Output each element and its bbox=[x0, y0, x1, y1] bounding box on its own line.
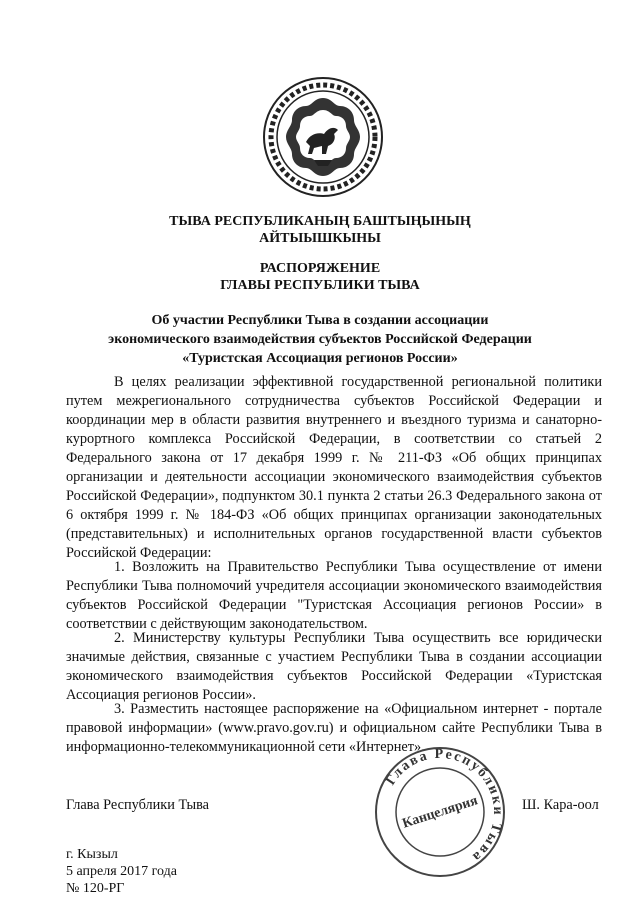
header-title bbox=[60, 213, 580, 247]
intro-paragraph: В целях реализации эффективной государственной региональной политики путем межрегионального сотрудничества субъектов Российской Федерации и координации мер в области развития внутреннего и въездного туризма и санаторно-курортного комплекса Российской Федерации, в соответствии со статьей 2 Федерального закона от 17 декабря 1999 г. № 211-ФЗ «Об общих принципах организации и деятельности ассоциации экономического взаимодействия субъектов Российской Федерации», подпунктом 30.1 пункта 2 статьи 26.3 Федерального закона от 6 октября 1999 г. № 184-ФЗ «Об общих принципах организации законодательных (представительных) и исполнительных органов государственной власти субъектов Российской Федерации: bbox=[66, 374, 602, 561]
stamp-center-text: Канцелярия bbox=[400, 793, 480, 832]
header-line-2: АЙТЫЫШКЫНЫ bbox=[259, 231, 381, 246]
document-type bbox=[60, 260, 580, 294]
tuva-emblem-icon bbox=[262, 76, 384, 198]
document-subject bbox=[60, 311, 580, 368]
signatory-position: Глава Республики Тыва bbox=[66, 797, 209, 813]
signatory-name: Ш. Кара-оол bbox=[522, 797, 599, 813]
header-line-3: РАСПОРЯЖЕНИЕ bbox=[259, 261, 381, 276]
footer-city: г. Кызыл bbox=[66, 847, 118, 862]
official-stamp bbox=[372, 744, 508, 880]
item-3-paragraph: 3. Разместить настоящее распоряжение на «Официальном интернет - портале правовой информации» (www.pravo.gov.ru) и официальном сайте Республики Тыва в информационно-телекоммуникационной сети «Интернет». bbox=[66, 701, 602, 755]
stamp-ring-text: Глава Республики Тыва bbox=[383, 746, 506, 866]
footer-number: № 120-РГ bbox=[66, 881, 125, 896]
subject-line-1: Об участии Республики Тыва в создании ассоциации bbox=[151, 313, 489, 328]
footer-date: 5 апреля 2017 года bbox=[66, 864, 177, 879]
header-line-4: ГЛАВЫ РЕСПУБЛИКИ ТЫВА bbox=[220, 278, 420, 293]
subject-line-2: экономического взаимодействия субъектов Российской Федерации bbox=[108, 332, 532, 347]
item-1-paragraph: 1. Возложить на Правительство Республики Тыва осуществление от имени Республики Тыва полномочий учредителя ассоциации экономического взаимодействия субъектов Российской Федерации "Туристская Ассоциация регионов России» в соответствии с действующим законодательством. bbox=[66, 559, 602, 632]
subject-line-3: «Туристская Ассоциация регионов России» bbox=[182, 351, 458, 366]
header-line-1: ТЫВА РЕСПУБЛИКАНЫҢ БАШТЫҢЫНЫҢ bbox=[169, 214, 471, 229]
item-2-paragraph: 2. Министерству культуры Республики Тыва осуществить все юридически значимые действия, связанные с участием Республики Тыва в создании ассоциации экономического взаимодействия субъектов Российской Федерации «Туристская Ассоциация регионов России». bbox=[66, 630, 602, 703]
